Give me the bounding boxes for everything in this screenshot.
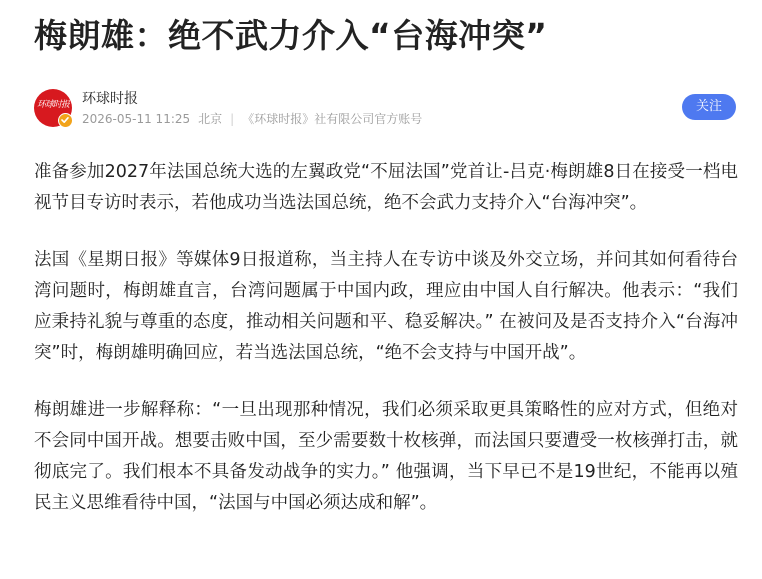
author-name[interactable]: 环球时报 xyxy=(82,91,138,107)
article-meta xyxy=(82,111,430,127)
account-description: 《环球时报》社有限公司官方账号 xyxy=(242,112,423,126)
author-row xyxy=(34,86,736,130)
article-title: 梅朗雄：绝不武力介入“台海冲突” xyxy=(34,16,548,55)
brand-logo-icon: 环球时报 xyxy=(36,100,69,110)
meta-divider: | xyxy=(230,112,235,126)
follow-button[interactable]: 关注 xyxy=(682,94,736,120)
publish-datetime: 2026-05-11 11:25 xyxy=(82,112,191,126)
article-body xyxy=(34,157,738,545)
article-paragraph: 准备参加2027年法国总统大选的左翼政党“不屈法国”党首让-吕克·梅朗雄8日在接受一档电视节目专访时表示，若他成功当选法国总统，绝不会武力支持介入“台海冲突”。 xyxy=(34,162,738,213)
article-paragraph: 梅朗雄进一步解释称：“一旦出现那种情况，我们必须采取更具策略性的应对方式，但绝对不会同中国开战。想要击败中国，至少需要数十枚核弹，而法国只要遭受一枚核弹打击，就彻底完了。我们根本不具备发动战争的实力。” 他强调，当下早已不是19世纪，不能再以殖民主义思维看待中国，“法国与中国必须达成和解”。 xyxy=(34,400,738,513)
verified-badge-icon xyxy=(58,113,73,128)
publish-location: 北京 xyxy=(198,112,223,126)
article-paragraph: 法国《星期日报》等媒体9日报道称，当主持人在专访中谈及外交立场，并问其如何看待台湾问题时，梅朗雄直言，台湾问题属于中国内政，理应由中国人自行解决。他表示：“我们应秉持礼貌与尊重的态度，推动相关问题和平、稳妥解决。” 在被问及是否支持介入“台海冲突”时，梅朗雄明确回应，若当选法国总统，“绝不会支持与中国开战”。 xyxy=(34,250,738,363)
